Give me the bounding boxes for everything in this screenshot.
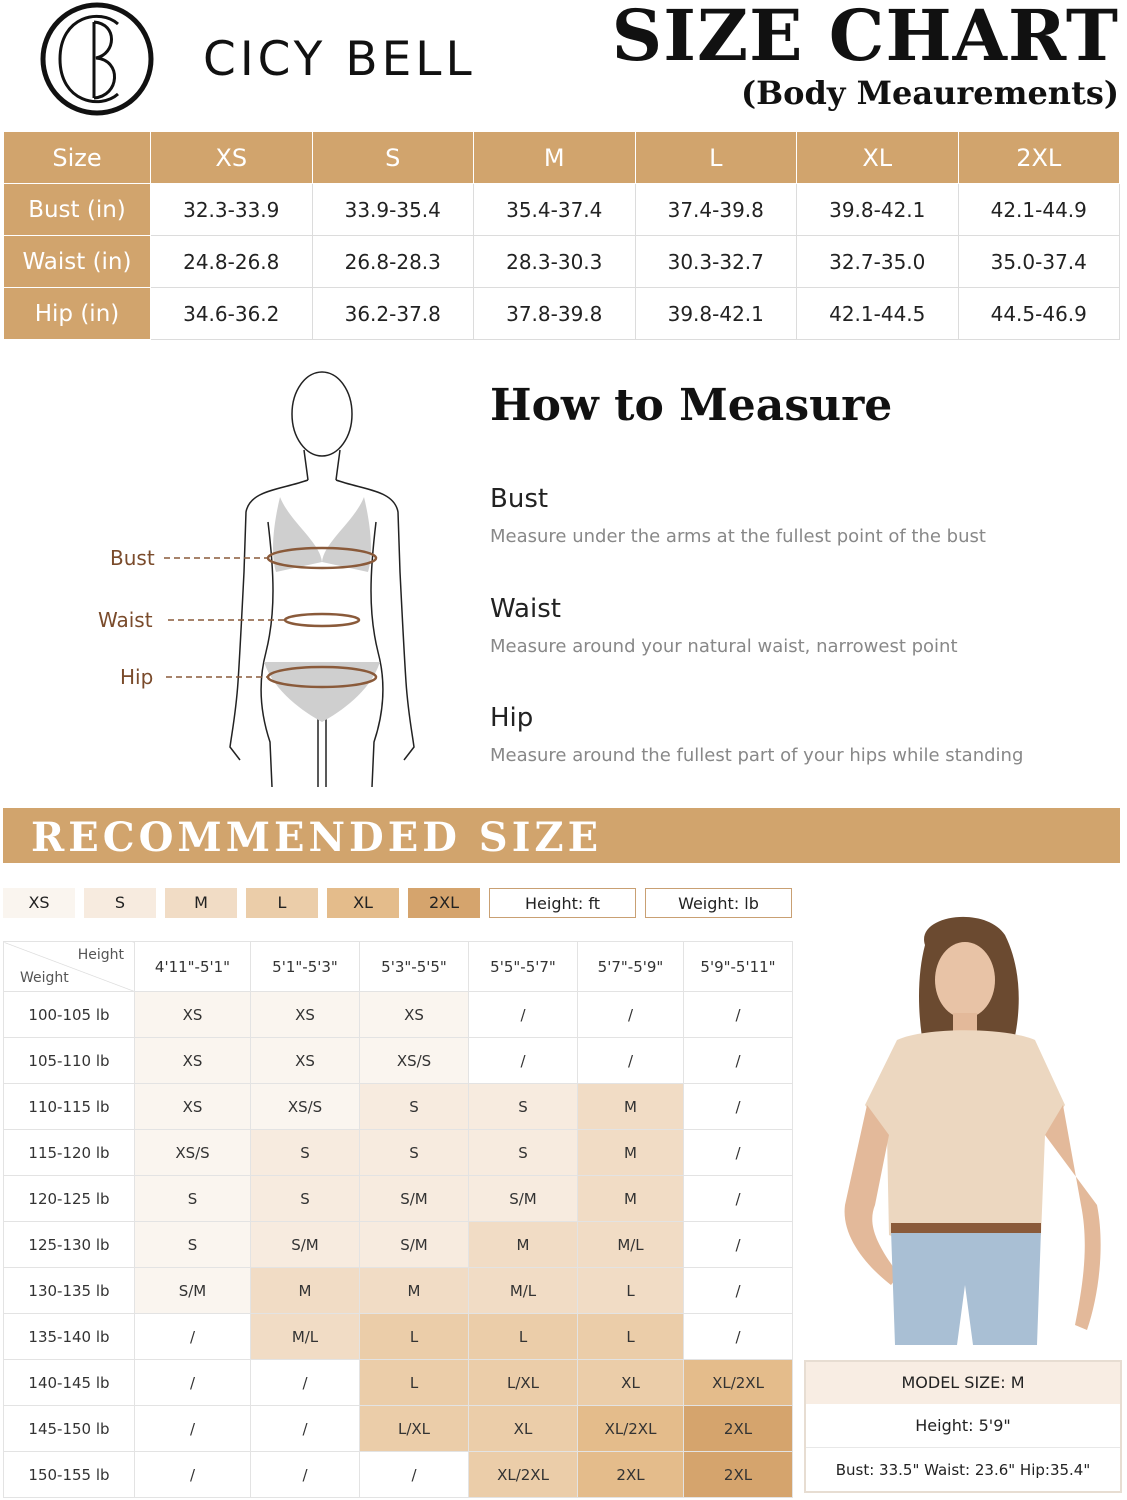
size-header: XL <box>797 132 959 184</box>
page-subtitle: (Body Meaurements) <box>740 74 1119 112</box>
size-cell: L <box>578 1268 684 1314</box>
size-cell: M <box>469 1222 578 1268</box>
size-cell: L <box>360 1314 469 1360</box>
size-cell: / <box>251 1406 360 1452</box>
model-height: Height: 5'9" <box>806 1404 1120 1448</box>
hip-row <box>4 288 1120 340</box>
height-header: 5'7"-5'9" <box>578 942 684 992</box>
size-cell: / <box>684 1038 793 1084</box>
measurement-cell: 37.4-39.8 <box>635 184 797 236</box>
size-cell: L <box>469 1314 578 1360</box>
size-cell: M <box>578 1130 684 1176</box>
body-figure <box>90 362 430 792</box>
size-header-row <box>4 132 1120 184</box>
size-cell: / <box>684 992 793 1038</box>
size-cell: / <box>684 1268 793 1314</box>
measurement-cell: 39.8-42.1 <box>635 288 797 340</box>
legend-l: L <box>246 888 318 918</box>
size-cell: XS <box>360 992 469 1038</box>
figure-label-waist: Waist <box>98 608 153 632</box>
size-cell: M/L <box>578 1222 684 1268</box>
size-cell: M/L <box>469 1268 578 1314</box>
brand-name: CICY BELL <box>203 32 476 87</box>
legend-xl: XL <box>327 888 399 918</box>
size-cell: XS <box>251 992 360 1038</box>
measurement-cell: 34.6-36.2 <box>151 288 313 340</box>
size-cell: XS <box>135 1084 251 1130</box>
size-cell: S/M <box>360 1176 469 1222</box>
recommended-title: RECOMMENDED SIZE <box>31 814 603 861</box>
size-cell: M/L <box>251 1314 360 1360</box>
size-header: XS <box>151 132 313 184</box>
hip-instruction <box>490 703 1023 766</box>
measurement-cell: 36.2-37.8 <box>312 288 474 340</box>
size-cell: XS <box>251 1038 360 1084</box>
size-cell: S/M <box>469 1176 578 1222</box>
model-size: MODEL SIZE: M <box>806 1362 1120 1404</box>
size-cell: / <box>135 1360 251 1406</box>
recommended-banner <box>3 808 1120 863</box>
how-to-measure-title: How to Measure <box>490 380 893 431</box>
measurement-cell: 26.8-28.3 <box>312 236 474 288</box>
table-corner <box>4 942 135 992</box>
weight-row <box>4 1222 793 1268</box>
weight-label: 135-140 lb <box>4 1314 135 1360</box>
size-cell: M <box>578 1084 684 1130</box>
size-cell: / <box>684 1130 793 1176</box>
size-header: M <box>474 132 636 184</box>
size-cell: L/XL <box>469 1360 578 1406</box>
weight-row <box>4 1268 793 1314</box>
size-cell: 2XL <box>578 1452 684 1498</box>
instruction-text: Measure around the fullest part of your hips while standing <box>490 745 1024 766</box>
weight-row <box>4 992 793 1038</box>
waist-row <box>4 236 1120 288</box>
legend-weight-unit: Weight: lb <box>645 888 792 918</box>
corner-weight-label: Weight <box>20 970 69 986</box>
size-header-label: Size <box>4 132 151 184</box>
size-cell: / <box>684 1314 793 1360</box>
size-cell: M <box>360 1268 469 1314</box>
measurement-cell: 35.0-37.4 <box>958 236 1120 288</box>
model-info-box <box>804 1360 1122 1493</box>
weight-label: 105-110 lb <box>4 1038 135 1084</box>
legend-2xl: 2XL <box>408 888 480 918</box>
size-cell: L/XL <box>360 1406 469 1452</box>
instruction-heading: Bust <box>490 484 549 514</box>
size-cell: S <box>469 1084 578 1130</box>
size-cell: / <box>135 1406 251 1452</box>
figure-label-hip: Hip <box>120 665 154 689</box>
measurement-cell: 32.7-35.0 <box>797 236 959 288</box>
height-header: 5'9"-5'11" <box>684 942 793 992</box>
weight-row <box>4 1130 793 1176</box>
instruction-text: Measure under the arms at the fullest point of the bust <box>490 526 986 547</box>
weight-row <box>4 1360 793 1406</box>
measurement-cell: 44.5-46.9 <box>958 288 1120 340</box>
weight-label: 145-150 lb <box>4 1406 135 1452</box>
weight-label: 120-125 lb <box>4 1176 135 1222</box>
weight-label: 140-145 lb <box>4 1360 135 1406</box>
measurement-cell: 37.8-39.8 <box>474 288 636 340</box>
row-label: Waist (in) <box>4 236 151 288</box>
model-measurements: Bust: 33.5" Waist: 23.6" Hip:35.4" <box>835 1461 1091 1479</box>
size-cell: 2XL <box>684 1452 793 1498</box>
weight-row <box>4 1038 793 1084</box>
size-header: L <box>635 132 797 184</box>
waist-instruction <box>490 594 958 657</box>
size-cell: L <box>360 1360 469 1406</box>
measurement-cell: 32.3-33.9 <box>151 184 313 236</box>
size-cell: S <box>251 1130 360 1176</box>
measurement-cell: 30.3-32.7 <box>635 236 797 288</box>
size-cell: S <box>135 1222 251 1268</box>
size-cell: XL <box>578 1360 684 1406</box>
size-cell: S/M <box>135 1268 251 1314</box>
measurement-cell: 42.1-44.5 <box>797 288 959 340</box>
size-cell: / <box>135 1314 251 1360</box>
corner-height-label: Height <box>77 947 124 963</box>
size-cell: / <box>251 1452 360 1498</box>
size-cell: M <box>578 1176 684 1222</box>
size-cell: S <box>469 1130 578 1176</box>
bust-instruction <box>490 484 986 547</box>
measurement-cell: 33.9-35.4 <box>312 184 474 236</box>
size-cell: / <box>684 1084 793 1130</box>
size-cell: / <box>469 992 578 1038</box>
row-label: Bust (in) <box>4 184 151 236</box>
row-label: Hip (in) <box>4 288 151 340</box>
body-measurement-table <box>3 131 1120 340</box>
size-cell: S/M <box>251 1222 360 1268</box>
measurement-cell: 24.8-26.8 <box>151 236 313 288</box>
size-cell: / <box>360 1452 469 1498</box>
size-cell: / <box>684 1222 793 1268</box>
height-header: 5'1"-5'3" <box>251 942 360 992</box>
weight-row <box>4 1452 793 1498</box>
figure-label-bust: Bust <box>110 546 155 570</box>
size-cell: XL/2XL <box>469 1452 578 1498</box>
size-cell: / <box>469 1038 578 1084</box>
size-cell: S/M <box>360 1222 469 1268</box>
measurement-cell: 28.3-30.3 <box>474 236 636 288</box>
size-cell: XS/S <box>251 1084 360 1130</box>
size-cell: M <box>251 1268 360 1314</box>
size-cell: XL/2XL <box>578 1406 684 1452</box>
size-cell: XL <box>469 1406 578 1452</box>
measurement-cell: 39.8-42.1 <box>797 184 959 236</box>
page-title: SIZE CHART <box>611 0 1119 77</box>
size-cell: / <box>135 1452 251 1498</box>
height-header: 4'11"-5'1" <box>135 942 251 992</box>
measurement-cell: 42.1-44.9 <box>958 184 1120 236</box>
size-cell: XS/S <box>360 1038 469 1084</box>
size-header: 2XL <box>958 132 1120 184</box>
weight-row <box>4 1176 793 1222</box>
weight-row <box>4 1406 793 1452</box>
weight-label: 100-105 lb <box>4 992 135 1038</box>
instruction-text: Measure around your natural waist, narrowest point <box>490 636 958 657</box>
size-cell: / <box>578 992 684 1038</box>
size-cell: XS <box>135 992 251 1038</box>
size-cell: S <box>135 1176 251 1222</box>
size-cell: / <box>578 1038 684 1084</box>
weight-label: 130-135 lb <box>4 1268 135 1314</box>
size-header: S <box>312 132 474 184</box>
instruction-heading: Hip <box>490 703 534 733</box>
size-cell: S <box>360 1084 469 1130</box>
size-cell: L <box>578 1314 684 1360</box>
weight-label: 115-120 lb <box>4 1130 135 1176</box>
instruction-heading: Waist <box>490 594 561 624</box>
weight-label: 125-130 lb <box>4 1222 135 1268</box>
weight-row <box>4 1084 793 1130</box>
brand-logo <box>40 2 154 116</box>
size-cell: S <box>251 1176 360 1222</box>
height-header: 5'3"-5'5" <box>360 942 469 992</box>
size-cell: XS <box>135 1038 251 1084</box>
legend-s: S <box>84 888 156 918</box>
legend-xs: XS <box>3 888 75 918</box>
legend-m: M <box>165 888 237 918</box>
size-cell: / <box>251 1360 360 1406</box>
height-header: 5'5"-5'7" <box>469 942 578 992</box>
size-cell: XS/S <box>135 1130 251 1176</box>
model-photo <box>805 905 1120 1360</box>
size-cell: 2XL <box>684 1406 793 1452</box>
height-header-row <box>4 942 793 992</box>
bust-row <box>4 184 1120 236</box>
weight-label: 110-115 lb <box>4 1084 135 1130</box>
size-cell: / <box>684 1176 793 1222</box>
weight-label: 150-155 lb <box>4 1452 135 1498</box>
size-cell: XL/2XL <box>684 1360 793 1406</box>
legend-height-unit: Height: ft <box>489 888 636 918</box>
size-cell: S <box>360 1130 469 1176</box>
measurement-cell: 35.4-37.4 <box>474 184 636 236</box>
recommended-size-table <box>3 941 793 1498</box>
weight-row <box>4 1314 793 1360</box>
